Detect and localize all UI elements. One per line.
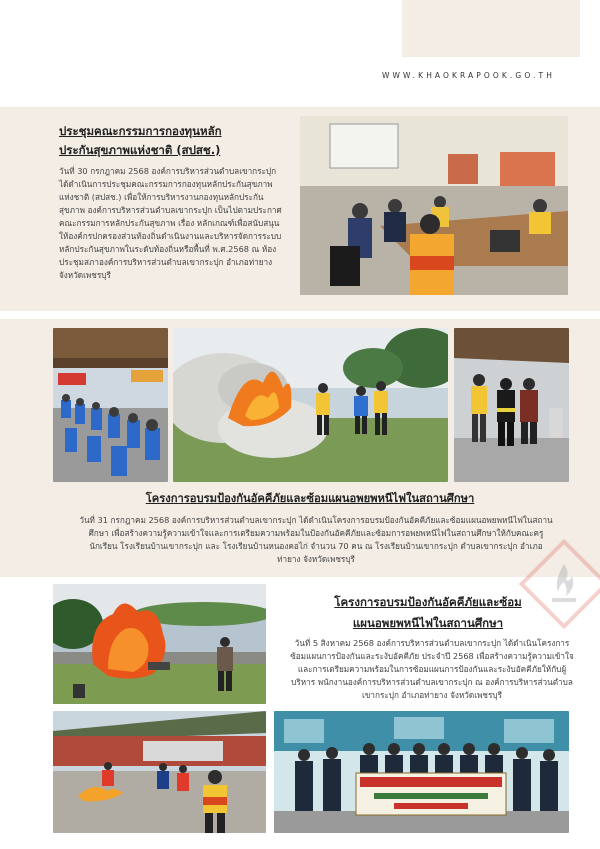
extinguisher-practice-photo [53, 711, 266, 833]
meeting-title [59, 122, 289, 160]
fire-training-2-title-line2: แผนอพยพหนีไฟในสถานศึกษา [352, 616, 504, 630]
audience-photo [53, 328, 168, 482]
fire-extinguisher-demo-photo [173, 328, 448, 482]
fire-training-1-body: วันที่ 31 กรกฎาคม 2568 องค์การบริหารส่วนตำบลเขากระปุก ได้ดำเนินโครงการอบรมป้องกันอัคคีภัยและซ้อมแผนอพยพหนีไฟในสถานศึกษา เพื่อสร้างความรู้ความเข้าใจและการเตรียมความพร้อมในป้องกันอัคคีภัยและซ้อมการอพยพหนีไฟในสถานศึกษาให้กับคณะครูนักเรียน โรงเรียนบ้านเขากระปุก และ โรงเรียนบ้านหนองคอไก่ จำนวน 70 คน ณ โรงเรียนบ้านเขากระปุก ตำบลเขากระปุก อำเภอท่ายาง จังหวัดเพชรบุรี [79, 515, 553, 564]
fire-training-2-title-line1: โครงการอบรมป้องกันอัคคีภัยและซ้อม [334, 595, 522, 609]
meeting-title-line1: ประชุมคณะกรรมการกองทุนหลัก [59, 124, 222, 138]
header-tab [402, 0, 580, 57]
fire-training-1-title: โครงการอบรมป้องกันอัคคีภัยและซ้อมแผนอพยพหนีไฟในสถานศึกษา [145, 492, 475, 505]
fire-training-2-body: วันที่ 5 สิงหาคม 2568 องค์การบริหารส่วนตำบลเขากระปุก ได้ดำเนินโครงการซ้อมแผนการป้องกันและระงับอัคคีภัย ประจำปี 2568 เพื่อสร้างความรู้ความเข้าใจและการเตรียมความพร้อมในการซ้อมแผนการป้องกันและระงับอัคคีภัยให้กับผู้บริหาร พนักงานองค์การบริหารส่วนตำบลเขากระปุก ณ องค์การบริหารส่วนตำบลเขากระปุก อำเภอท่ายาง จังหวัดเพชรบุรี [290, 638, 574, 700]
fire-warning-watermark-icon [516, 536, 600, 632]
website-url: WWW.KHAOKRAPOOK.GO.TH [382, 71, 555, 80]
meeting-body: วันที่ 30 กรกฎาคม 2568 องค์การบริหารส่วนตำบลเขากระปุก ได้ดำเนินการประชุมคณะกรรมการกองทุนหลักประกันสุขภาพแห่งชาติ (สปสช.) เพื่อให้การบริหารงานกองทุนหลักประกันสุขภาพ องค์การบริหารส่วนตำบลเขากระปุก เป็นไปตามประกาศคณะกรรมการหลักประกันสุขภาพ เรื่อง หลักเกณฑ์เพื่อสนับสนุนให้องค์กรปกครองส่วนท้องถิ่นดำเนินงานและบริหารจัดการระบบหลักประกันสุขภาพในระดับท้องถิ่นหรือพื้นที่ พ.ศ.2568 ณ ห้องประชุมสภาองค์การบริหารส่วนตำบลเขากระปุก อำเภอท่ายาง จังหวัดเพชรบุรี [59, 166, 282, 280]
flame-training-photo [53, 584, 266, 704]
meeting-title-line2: ประกันสุขภาพแห่งชาติ (สปสช.) [59, 143, 221, 157]
group-banner-photo [274, 711, 569, 833]
meeting-photo [300, 116, 568, 295]
firefighter-demo-photo [454, 328, 569, 482]
